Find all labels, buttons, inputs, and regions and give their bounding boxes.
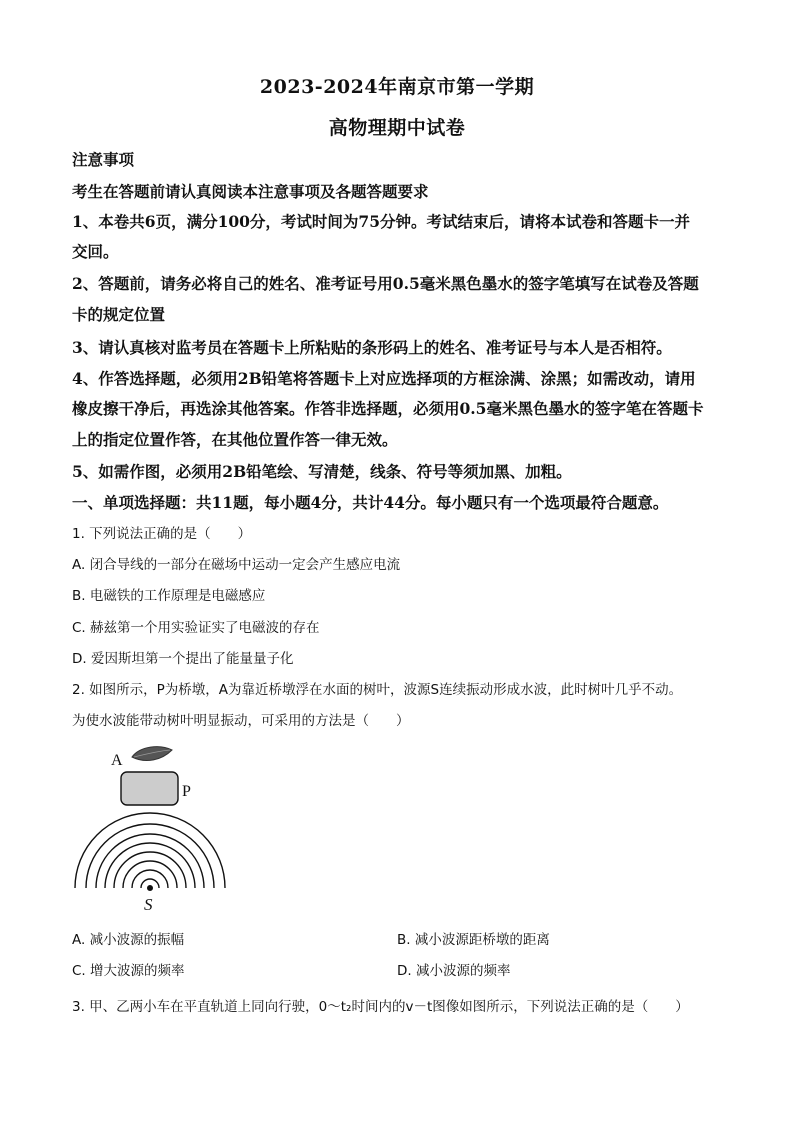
label-p: P [182,783,191,800]
q1-stem: 1. 下列说法正确的是（ ） [72,526,252,542]
wave-diagram [66,744,236,914]
notes-item2-line2: 卡的规定位置 [72,305,166,324]
leaf-shape [132,747,172,761]
wavefront-3 [123,861,177,888]
q2-option-a: A. 减小波源的振幅 [72,932,185,948]
pier-rect [121,772,178,805]
label-a: A [111,752,123,769]
q2-stem-line1: 2. 如图所示，P为桥墩，A为靠近桥墩浮在水面的树叶，波源S连续振动形成水波，此时树叶几乎不动。 [72,682,683,698]
notes-item1-line2: 交回。 [72,242,119,261]
notes-item3: 3、请认真核对监考员在答题卡上所粘贴的条形码上的姓名、准考证号与本人是否相符。 [72,338,672,357]
wavefront-5 [105,843,195,888]
exam-title-line2: 高物理期中试卷 [328,117,466,139]
exam-title-line1: 2023-2024年南京市第一学期 [259,76,535,98]
notes-item4-line1: 4、作答选择题，必须用2B铅笔将答题卡上对应选择项的方框涂满、涂黑；如需改动，请用 [72,369,696,388]
q3-stem: 3. 甲、乙两小车在平直轨道上同向行驶，0～t₂时间内的v－t图像如图所示，下列说法正确的是（ ） [72,999,689,1015]
notes-item1-line1: 1、本卷共6页，满分100分，考试时间为75分钟。考试结束后，请将本试卷和答题卡一并 [72,212,690,231]
wave-source-dot [147,885,153,891]
q1-option-d: D. 爱因斯坦第一个提出了能量量子化 [72,651,294,667]
section1-heading: 一、单项选择题：共11题，每小题4分，共计44分。每小题只有一个选项最符合题意。 [72,493,669,512]
wave-figure [66,744,236,918]
notes-intro: 考生在答题前请认真阅读本注意事项及各题答题要求 [72,182,429,201]
q1-option-a: A. 闭合导线的一部分在磁场中运动一定会产生感应电流 [72,557,401,573]
q2-option-c: C. 增大波源的频率 [72,963,185,979]
q2-stem-line2: 为使水波能带动树叶明显振动，可采用的方法是（ ） [72,713,410,729]
notes-item2-line1: 2、答题前，请务必将自己的姓名、准考证号用0.5毫米黑色墨水的签字笔填写在试卷及答题 [72,274,699,293]
wavefronts [75,813,225,888]
notes-item5: 5、如需作图，必须用2B铅笔绘、写清楚，线条、符号等须加黑、加粗。 [72,462,572,481]
q2-option-b: B. 减小波源距桥墩的距离 [397,932,550,948]
notes-heading: 注意事项 [72,150,135,169]
notes-item4-line2: 橡皮擦干净后，再选涂其他答案。作答非选择题，必须用0.5毫米黑色墨水的签字笔在答题卡 [72,399,704,418]
q1-option-b: B. 电磁铁的工作原理是电磁感应 [72,588,266,604]
notes-item4-line3: 上的指定位置作答，在其他位置作答一律无效。 [72,430,398,449]
label-s: S [144,895,153,914]
q2-option-d: D. 减小波源的频率 [397,963,511,979]
q1-option-c: C. 赫兹第一个用实验证实了电磁波的存在 [72,620,320,636]
